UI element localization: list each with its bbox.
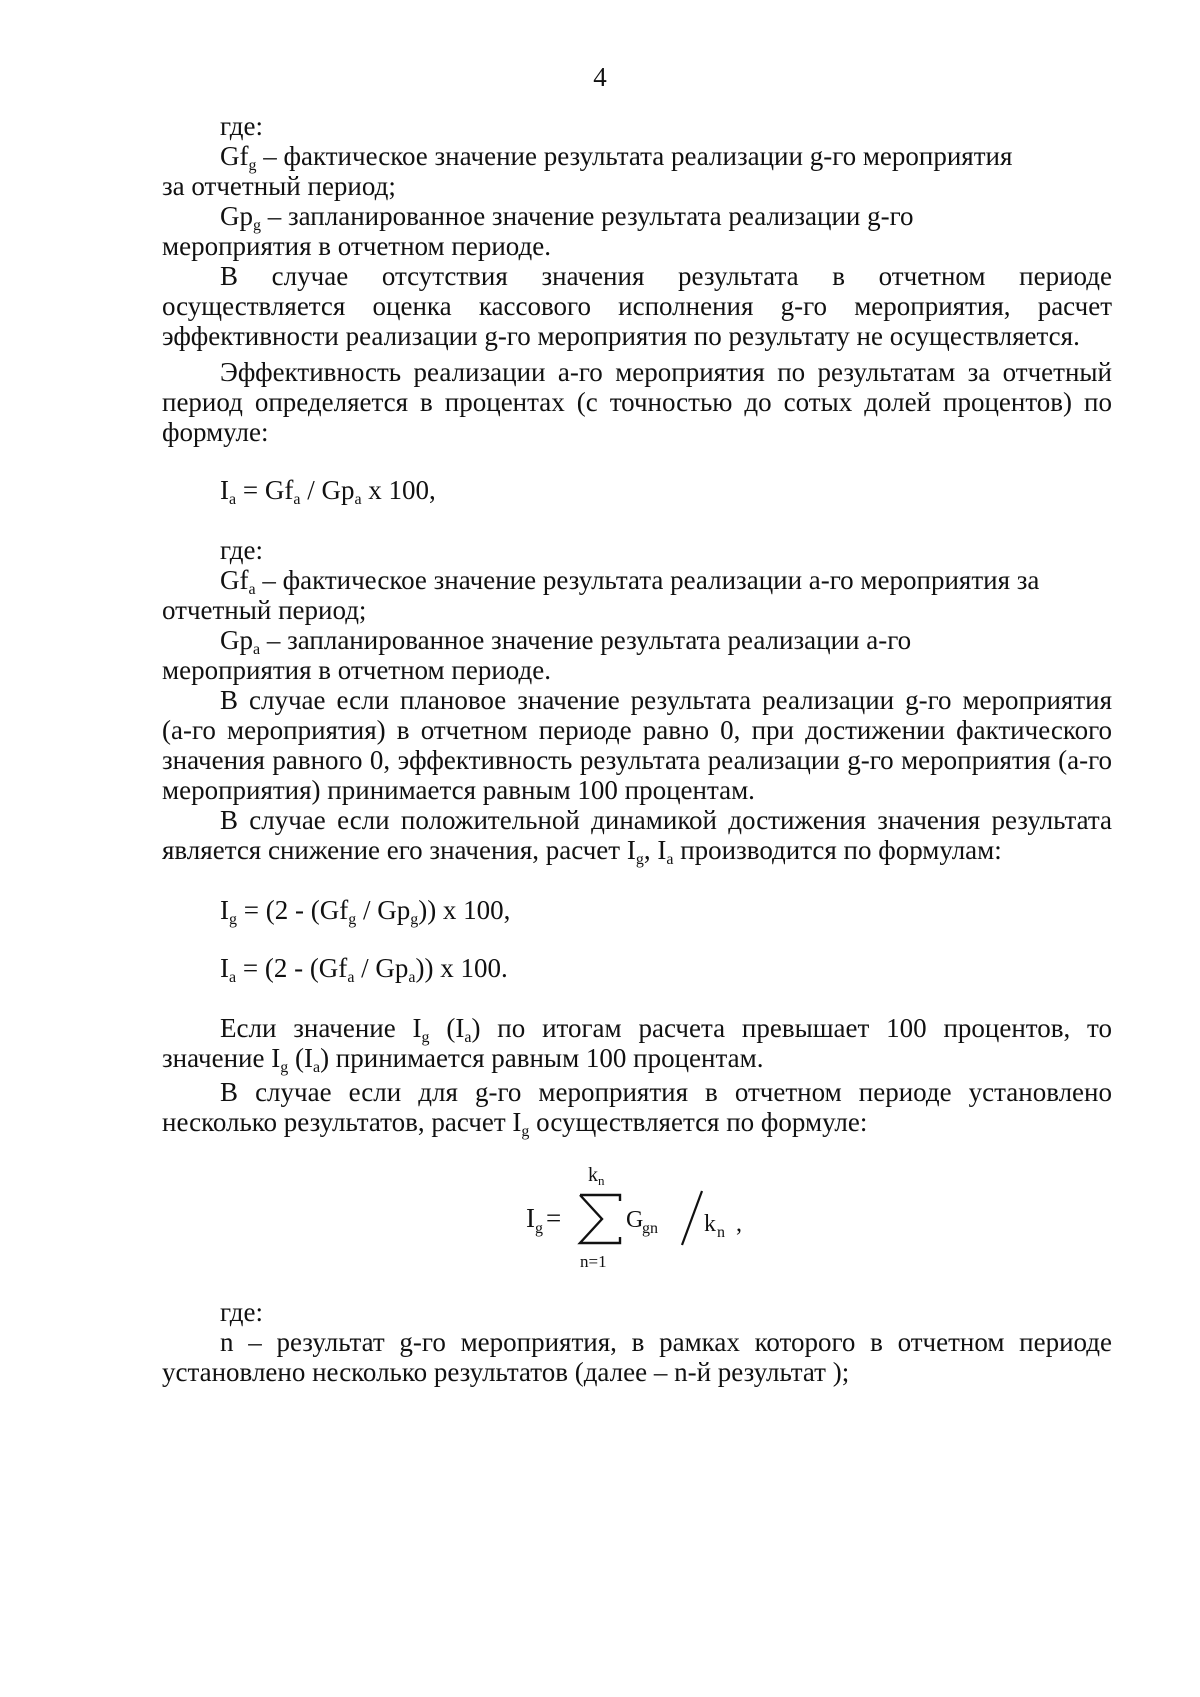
paragraph-zero-plan: В случае если плановое значение результата реализации g-го мероприятия (а-го мероприятия) в отчетном периоде равно 0, при достижении фактического значения равного 0, эффективность результата реализации g-го мероприятия (а-го мероприятия) принимается равным 100 процентам.: [162, 685, 1112, 805]
fraction-slash-icon: [682, 1191, 702, 1245]
paragraph-negative-dynamics: В случае если положительной динамикой достижения значения результата является снижение его значения, расчет $I_g$, $I_a$ производится по формулам:: [162, 805, 1112, 868]
sum-term-sub: gn: [642, 1220, 658, 1237]
paragraph-multiple-results: В случае если для g-го мероприятия в отчетном периоде установлено несколько результатов, расчет $I_g$ осуществляется по формуле:: [162, 1077, 1112, 1140]
formula-ig-negative: $I_g = (2 - (Gf_g / Gp_g))$ x 100,: [220, 895, 511, 928]
where-label: где:: [220, 111, 263, 141]
definition-gp-g: $Gp_g$ – запланированное значение результата реализации g-го мероприятия в отчетном периоде.: [162, 201, 914, 261]
paragraph-absence: В случае отсутствия значения результата в отчетном периоде осуществляется оценка кассового исполнения g-го мероприятия, расчет эффективности реализации g-го мероприятия по результату не осуществляется.: [162, 261, 1112, 351]
document-body: [162, 111, 1112, 1387]
sum-tail: ,: [736, 1211, 742, 1237]
formula-ia: $I_a = Gf_a / Gp_a$ x 100,: [220, 475, 436, 508]
sum-term: G: [626, 1207, 644, 1233]
sum-upper-sub: n: [598, 1173, 605, 1188]
formula-sum: [522, 1159, 862, 1279]
definition-gp-a: $Gp_a$ – запланированное значение результата реализации а-го мероприятия в отчетном периоде.: [162, 625, 912, 685]
sum-upper: k: [588, 1164, 598, 1186]
where-label-2: где:: [220, 535, 263, 565]
sum-denominator: k: [704, 1211, 716, 1237]
sum-denominator-sub: n: [717, 1224, 725, 1241]
sum-lower: n=1: [580, 1252, 607, 1271]
sigma-icon: [580, 1195, 620, 1243]
where-label-3: где:: [220, 1297, 263, 1327]
formula-ia-negative: $I_a = (2 - (Gf_a / Gp_a))$ x 100.: [220, 953, 508, 986]
sum-lhs: I: [526, 1203, 535, 1233]
sum-eq: =: [546, 1203, 562, 1233]
paragraph-cap-100: Если значение $I_g$ $(I_a)$ по итогам расчета превышает 100 процентов, то значение $I_g$ $(I_a)$ принимается равным 100 процентам.: [162, 1013, 1112, 1076]
definition-gf-a: $Gf_a$ – фактическое значение результата реализации а-го мероприятия за отчетный период;: [162, 565, 1040, 625]
definition-n: n – результат g-го мероприятия, в рамках которого в отчетном периоде установлено несколько результатов (далее – n-й результат );: [162, 1327, 1112, 1387]
definition-gf-g: $Gf_g$ – фактическое значение результата реализации g-го мероприятия за отчетный период;: [162, 141, 1013, 201]
sum-lhs-sub: g: [535, 1220, 543, 1237]
paragraph-efficiency-a: Эффективность реализации a-го мероприятия по результатам за отчетный период определяется в процентах (с точностью до сотых долей процентов) по формуле:: [162, 357, 1112, 447]
formula-sum-block: [162, 1159, 1112, 1279]
page-number: 4: [593, 62, 607, 92]
